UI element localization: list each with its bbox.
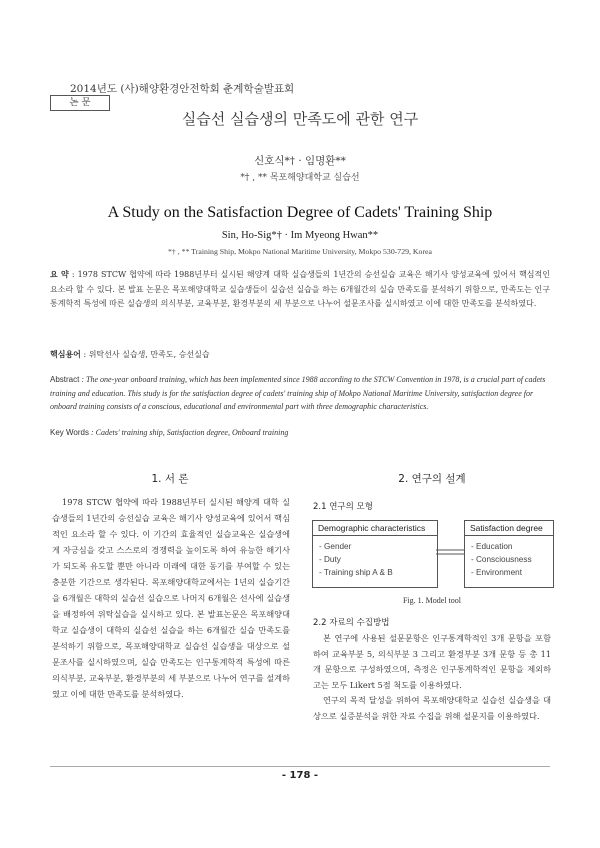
section-1-paragraph: 1978 STCW 협약에 따라 1988년부터 실시된 해양계 대학 실습생들의 1년간의 승선실습 교육은 해기사 양성교육에 있어서 핵심적인 요소라 할 수 있다. 이 기간의 효율적인 실습교육은 실습생에게 자긍심을 갖고 스스로의 경쟁력을 높이도록 하여 유능한 해기사가 되도록 유도할 뿐만 아니라 미래에 대한 동기를 부여할 수 있는 충분한 기간으로 생각된다. 목포해양대학교에서는 1년의 실습기간을 6개월은 대학의 실습선 실습으로 나머지 6개월은 선사에 실습생을 배정하여 위탁실습을 실시하고 있다. 본 발표논문은 목포해양대학교 실습생이 대학의 실습선 실습을 하는 6개월간 실습 만족도를 분석하기 위함으로, 목포해양대학교 실습선 실습생을 대상으로 설문조사를 실시하였으며, 실습 만족도는 인구통계학적 특성에 따른 의식부분, 교육부분, 환경부분의 세 부분으로 나누어 연구를 설계하였고 이에 대한 만족도를 분석하였다. [52,497,290,699]
demographic-item: - Training ship A & B [319,566,431,579]
keywords-english-label: Key Words [50,428,89,437]
authors-korean: 신호식*† · 임명환** [254,155,346,167]
satisfaction-list [465,536,553,583]
demographic-item: - Duty [319,553,431,566]
abstract-english-text: : The one-year onboard training, which has been implemented since 1988 according to the STCW Convention in 1978, is a crucial part of cadets training and education. This study is for the satisfaction degree of cadets' training ship of Mokpo National Maritime University, satisfaction degree for onboard training consists of a conscious, educational and environmental part with three demographic characteristics. [50,375,546,411]
figure-caption: Fig. 1. Model tool [402,596,461,605]
section-1-body [52,494,290,702]
demographic-list [313,536,437,583]
keywords-english-text: : Cadets' training ship, Satisfaction degree, Onboard training [88,428,289,437]
abstract-english-label: Abstract [50,375,80,384]
title-korean: 실습선 실습생의 만족도에 관한 연구 [181,110,419,128]
affiliation-korean: *† , ** 목포해양대학교 실습선 [240,173,360,183]
keywords-english [50,428,288,437]
keywords-korean [50,349,210,360]
connector-lines [436,520,464,586]
abstract-korean-text: : 1978 STCW 협약에 따라 1988년부터 실시된 해양계 대학 실습생들의 1년간의 승선실습 교육은 해기사 양성교육에 있어서 핵심적인 요소라 할 수 있다. 본 발표 논문은 목포해양대학교 실습생들이 실습선 실습을 하는 6개월간의 실습 만족도를 분석하기 위함으로, 만족도는 인구통계학적 특성에 따른 실습생의 의식부분, 교육부분, 환경부분의 세 부분으로 나누어 설문조사를 실시하였고 이에 대한 만족도를 분석하였다. [50,270,550,308]
satisfaction-item: - Environment [471,566,547,579]
section-2-body [313,631,551,724]
footer-divider [50,766,550,767]
subsection-2-1-heading: 2.1 연구의 모형 [313,502,373,512]
title-english: A Study on the Satisfaction Degree of Cadets' Training Ship [107,204,493,221]
satisfaction-item: - Education [471,540,547,553]
abstract-korean-label: 요 약 [50,269,69,279]
satisfaction-item: - Consciousness [471,553,547,566]
keywords-korean-label: 핵심용어 [50,349,81,359]
keywords-korean-text: : 위탁선사 실습생, 만족도, 승선실습 [80,350,210,359]
section-2-paragraph: 본 연구에 사용된 설문문항은 인구통계학적인 3개 문항을 포함하여 교육부분 5, 의식부분 3 그리고 환경부분 3개 문항 등 총 11개 문항으로 구성하였으며, 측정은 인구통계학적인 문항을 제외하고는 모두 Likert 5점 척도를 이용하였다. [313,633,551,690]
authors-english: Sin, Ho-Sig*† · Im Myeong Hwan** [221,230,379,241]
conference-name: 2014년도 (사)해양환경안전학회 춘계학술발표회 [70,83,295,95]
affiliation-english: *† , ** Training Ship, Mokpo National Maritime University, Mokpo 530-729, Korea [168,247,432,256]
abstract-korean [50,267,550,312]
page-number: - 178 - [281,770,319,781]
demographic-box-title: Demographic characteristics [313,521,437,536]
abstract-english [50,373,556,414]
section-1-heading: 1. 서 론 [151,473,189,485]
demographic-box [312,520,438,588]
demographic-item: - Gender [319,540,431,553]
subsection-2-2-heading: 2.2 자료의 수집방법 [313,618,390,628]
section-2-heading: 2. 연구의 설계 [398,473,466,485]
satisfaction-box-title: Satisfaction degree [465,521,553,536]
section-2-paragraph: 연구의 목적 달성을 위하여 목포해양대학교 실습선 실습생을 대상으로 실증분석을 위한 자료 수집을 위해 설문지를 이용하였다. [313,695,551,721]
satisfaction-box [464,520,554,588]
paper-type-tag: 논 문 [50,95,110,111]
